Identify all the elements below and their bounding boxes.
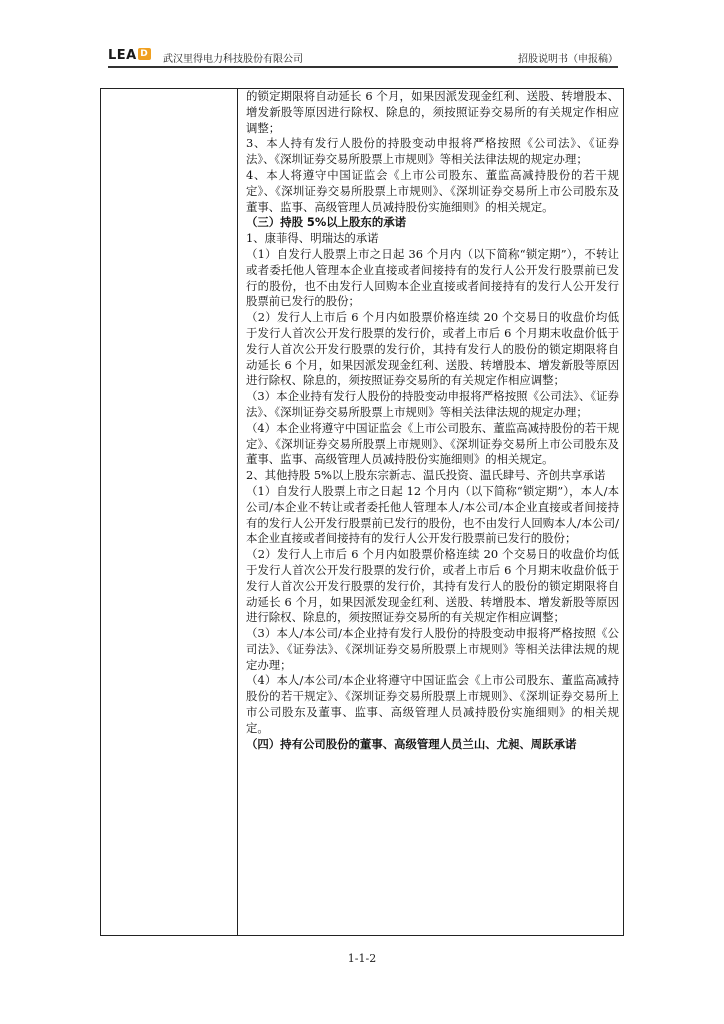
paragraph: （3）本企业持有发行人股份的持股变动申报将严格按照《公司法》、《证券法》、《深圳证券交易所股票上市规则》等相关法律法规的规定办理；: [246, 389, 619, 419]
page-header: [108, 48, 618, 68]
company-logo: LEA D: [108, 48, 151, 63]
paragraph: （1）自发行人股票上市之日起 36 个月内（以下简称“锁定期”），不转让或者委托他人管理本企业直接或者间接持有的发行人公开发行股票前已发行的股份，也不由发行人回购本企业直接或者间接持有的发行人公开发行股票前已发行的股份；: [246, 246, 619, 309]
page-number: 1-1-2: [347, 952, 377, 965]
paragraph: （4）本企业将遵守中国证监会《上市公司股东、董监高减持股份的若干规定》、《深圳证券交易所股票上市规则》、《深圳证券交易所上市公司股东及董事、监事、高级管理人员减持股份实施细则》的相关规定。: [246, 420, 619, 467]
commitment-text: [246, 89, 619, 752]
paragraph: 2、其他持股 5%以上股东宗新志、温氏投资、温氏肆号、齐创共享承诺: [246, 468, 606, 483]
section-heading: （三）持股 5%以上股东的承诺: [246, 215, 406, 230]
paragraph: 3、本人持有发行人股份的持股变动申报将严格按照《公司法》、《证券法》、《深圳证券交易所股票上市规则》等相关法律法规的规定办理；: [246, 136, 619, 167]
paragraph: 4、本人将遵守中国证监会《上市公司股东、董监高减持股份的若干规定》、《深圳证券交易所股票上市规则》、《深圳证券交易所上市公司股东及董事、监事、高级管理人员减持股份实施细则》的相关规定。: [246, 167, 619, 214]
left-column-empty: [101, 89, 238, 935]
content-table: [100, 88, 624, 936]
header-rule: [108, 66, 618, 68]
document-type: 招股说明书（申报稿）: [518, 54, 618, 65]
paragraph: （2）发行人上市后 6 个月内如股票价格连续 20 个交易日的收盘价均低于发行人首次公开发行股票的发行价，或者上市后 6 个月期末收盘价低于发行人首次公开发行股票的发行价，其持有发行人的股份的锁定期限将自动延长 6 个月，如果因派发现金红利、送股、转增股本、增发新股等原因进行除权、除息的，须按照证券交易所的有关规定作相应调整；: [246, 310, 619, 388]
paragraph: （4）本人/本公司/本企业将遵守中国证监会《上市公司股东、董监高减持股份的若干规定》、《深圳证券交易所股票上市规则》、《深圳证券交易所上市公司股东及董事、监事、高级管理人员减持股份实施细则》的相关规定。: [246, 673, 619, 735]
paragraph: （2）发行人上市后 6 个月内如股票价格连续 20 个交易日的收盘价均低于发行人首次公开发行股票的发行价，或者上市后 6 个月期末收盘价低于发行人首次公开发行股票的发行价，其持有发行人的股份的锁定期限将自动延长 6 个月，如果因派发现金红利、送股、转增股本、增发新股等原因进行除权、除息的，须按照证券交易所的有关规定作相应调整；: [246, 547, 619, 625]
paragraph: （3）本人/本公司/本企业持有发行人股份的持股变动申报将严格按照《公司法》、《证券法》、《深圳证券交易所股票上市规则》等相关法律法规的规定办理；: [246, 626, 619, 672]
paragraph: （1）自发行人股票上市之日起 12 个月内（以下简称“锁定期”），本人/本公司/本企业不转让或者委托他人管理本人/本公司/本企业直接或者间接持有的发行人公开发行股票前已发行的股份，也不由发行人回购本人/本公司/本企业直接或者间接持有的发行人公开发行股票前已发行的股份；: [246, 483, 619, 546]
section-heading: （四）持有公司股份的董事、高级管理人员兰山、尤昶、周跃承诺: [246, 736, 577, 751]
paragraph: 的锁定期限将自动延长 6 个月，如果因派发现金红利、送股、转增股本、增发新股等原因进行除权、除息的，须按照证券交易所的有关规定作相应调整；: [246, 89, 619, 135]
paragraph: 1、康菲得、明瑞达的承诺: [246, 231, 379, 246]
company-name: 武汉里得电力科技股份有限公司: [163, 54, 303, 65]
